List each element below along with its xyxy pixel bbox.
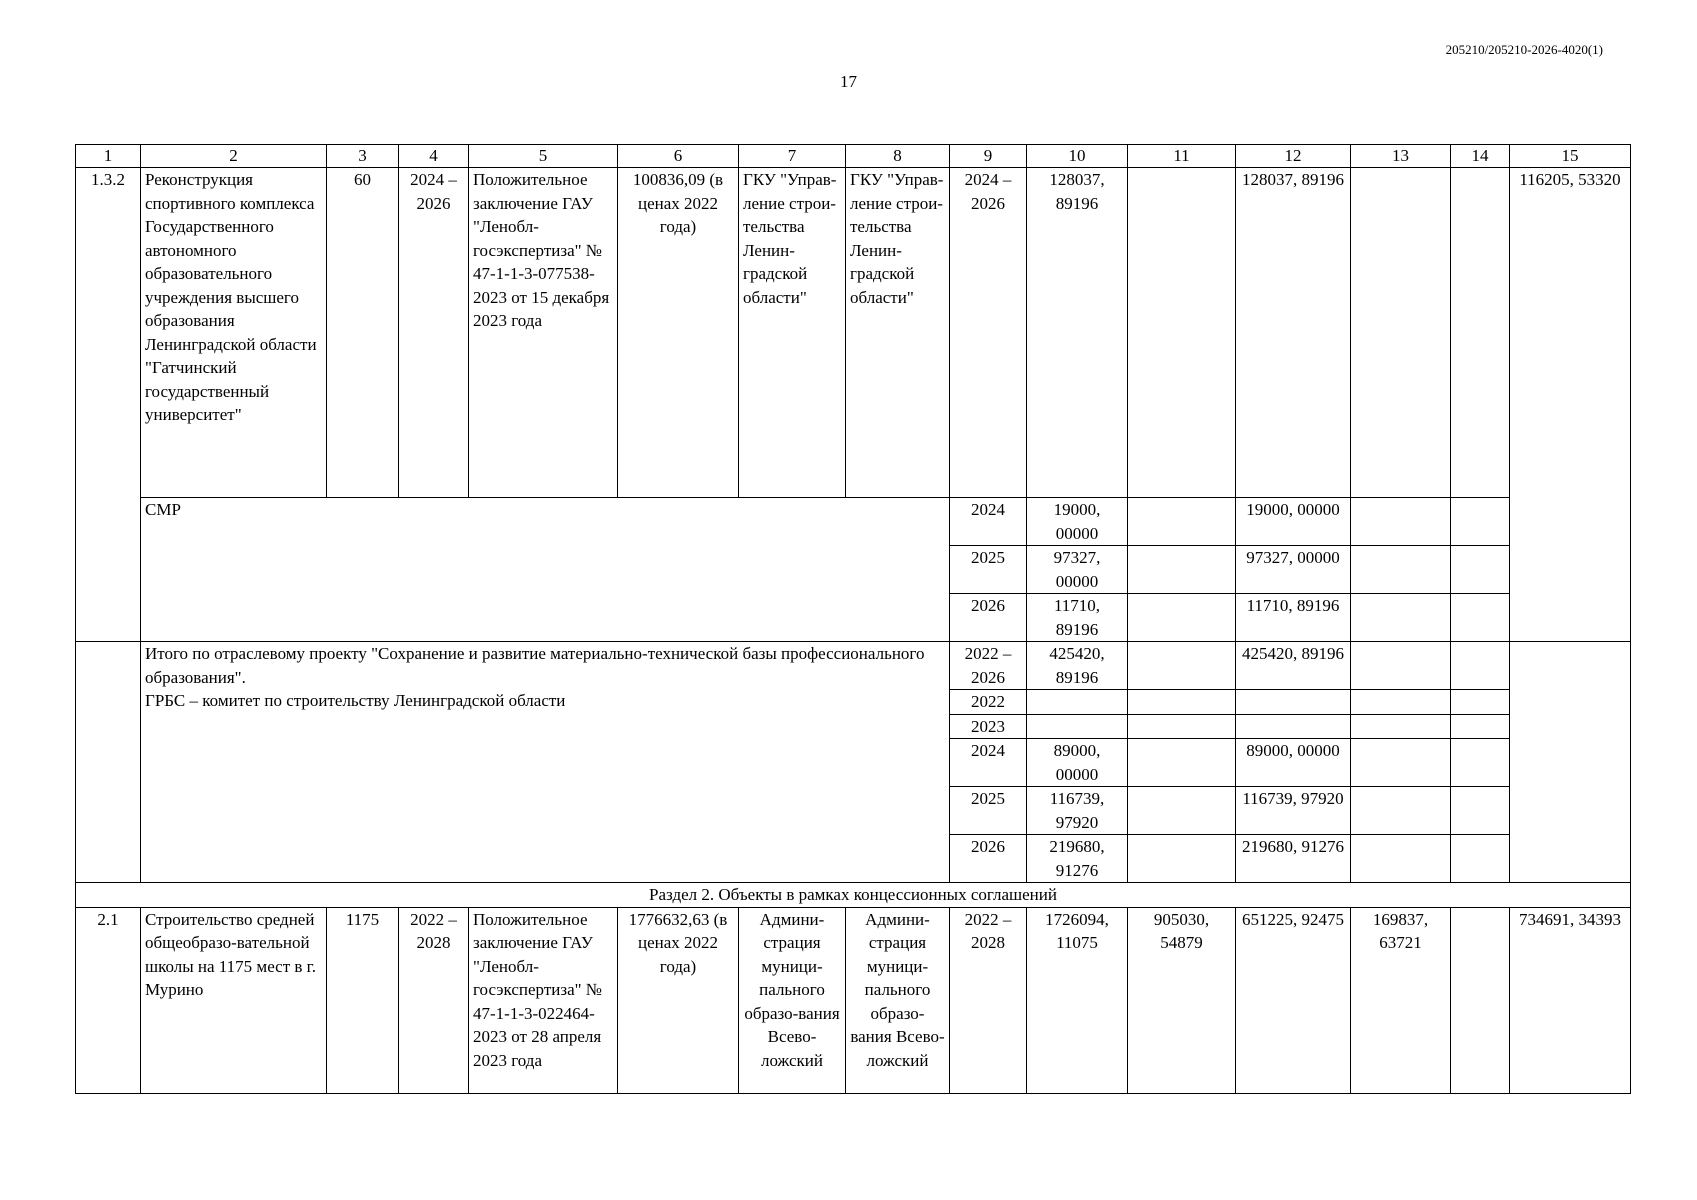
subtotal-grbs: ГРБС – комитет по строительству Ленинградской области (145, 691, 566, 710)
smr-c12: 97327, 00000 (1236, 546, 1351, 594)
object-c11 (1128, 168, 1236, 498)
object-c13 (1351, 168, 1451, 498)
object-years: 2022 – 2028 (399, 907, 469, 1093)
header-cell: 14 (1451, 145, 1510, 168)
object-c12: 128037, 89196 (1236, 168, 1351, 498)
header-cell: 6 (618, 145, 739, 168)
subtotal-c14 (1451, 739, 1510, 787)
object-expertise: Положительное заключение ГАУ "Ленобл-госэкспертиза" № 47-1-1-3-077538-2023 от 15 декабря 2023 года (469, 168, 618, 498)
header-cell: 12 (1236, 145, 1351, 168)
object-name: Строительство средней общеобразо-вательной школы на 1175 мест в г. Мурино (141, 907, 327, 1093)
subtotal-c14 (1451, 787, 1510, 835)
object-c12: 651225, 92475 (1236, 907, 1351, 1093)
subtotal-c13 (1351, 690, 1451, 715)
subtotal-total: 425420, 89196 (1027, 642, 1128, 690)
object-builder: ГКУ "Управ-ление строи-тельства Ленин-градской области" (846, 168, 950, 498)
object-capacity: 60 (327, 168, 399, 498)
subtotal-c13 (1351, 739, 1451, 787)
smr-c13 (1351, 594, 1451, 642)
column-number-row (76, 145, 1631, 168)
subtotal-number (76, 642, 141, 883)
header-cell: 3 (327, 145, 399, 168)
header-cell: 10 (1027, 145, 1128, 168)
object-c13: 169837, 63721 (1351, 907, 1451, 1093)
header-cell: 13 (1351, 145, 1451, 168)
subtotal-c14 (1451, 690, 1510, 715)
object-c15: 734691, 34393 (1510, 907, 1631, 1093)
object-c14 (1451, 907, 1510, 1093)
smr-label: СМР (141, 498, 950, 642)
smr-c13 (1351, 498, 1451, 546)
smr-c11 (1128, 498, 1236, 546)
subtotal-c11 (1128, 835, 1236, 883)
subtotal-year: 2023 (950, 714, 1027, 739)
subtotal-year: 2025 (950, 787, 1027, 835)
object-c15: 116205, 53320 (1510, 168, 1631, 642)
subtotal-total: 116739, 97920 (1027, 787, 1128, 835)
smr-year: 2026 (950, 594, 1027, 642)
smr-year: 2025 (950, 546, 1027, 594)
object-builder: Админи-страция муници-пального образо-вания Всево-ложский (846, 907, 950, 1093)
header-cell: 4 (399, 145, 469, 168)
smr-c14 (1451, 594, 1510, 642)
object-number-continuation (76, 546, 141, 594)
subtotal-c12: 89000, 00000 (1236, 739, 1351, 787)
subtotal-c14 (1451, 642, 1510, 690)
object-total: 1726094, 11075 (1027, 907, 1128, 1093)
subtotal-c13 (1351, 642, 1451, 690)
subtotal-c12: 116739, 97920 (1236, 787, 1351, 835)
subtotal-c13 (1351, 835, 1451, 883)
object-cost: 1776632,63 (в ценах 2022 года) (618, 907, 739, 1093)
section-title: Раздел 2. Объекты в рамках концессионных соглашений (76, 883, 1631, 908)
object-cost: 100836,09 (в ценах 2022 года) (618, 168, 739, 498)
object-c14 (1451, 168, 1510, 498)
object-number: 2.1 (76, 907, 141, 1093)
smr-total: 11710, 89196 (1027, 594, 1128, 642)
subtotal-c12 (1236, 714, 1351, 739)
smr-c11 (1128, 594, 1236, 642)
table-row (76, 642, 1631, 690)
subtotal-c11 (1128, 642, 1236, 690)
object-period: 2022 – 2028 (950, 907, 1027, 1093)
subtotal-year: 2026 (950, 835, 1027, 883)
subtotal-total: 219680, 91276 (1027, 835, 1128, 883)
subtotal-c12 (1236, 690, 1351, 715)
object-total: 128037, 89196 (1027, 168, 1128, 498)
smr-c14 (1451, 498, 1510, 546)
smr-total: 19000, 00000 (1027, 498, 1128, 546)
object-customer: ГКУ "Управ-ление строи-тельства Ленин-градской области" (739, 168, 846, 498)
smr-c14 (1451, 546, 1510, 594)
object-number-continuation (76, 594, 141, 642)
subtotal-title: Итого по отраслевому проекту "Сохранение и развитие материально-технической базы профессионального образования". (145, 644, 925, 687)
subtotal-c11 (1128, 714, 1236, 739)
subtotal-c11 (1128, 739, 1236, 787)
subtotal-year: 2022 (950, 690, 1027, 715)
subtotal-total: 89000, 00000 (1027, 739, 1128, 787)
object-period: 2024 – 2026 (950, 168, 1027, 498)
table-row (76, 907, 1631, 1093)
document-id: 205210/205210-2026-4020(1) (1445, 42, 1603, 57)
header-cell: 5 (469, 145, 618, 168)
header-cell: 2 (141, 145, 327, 168)
subtotal-c15 (1510, 642, 1631, 883)
header-cell: 7 (739, 145, 846, 168)
subtotal-c14 (1451, 714, 1510, 739)
subtotal-c12: 425420, 89196 (1236, 642, 1351, 690)
smr-year: 2024 (950, 498, 1027, 546)
subtotal-c11 (1128, 787, 1236, 835)
subtotal-c13 (1351, 787, 1451, 835)
header-cell: 11 (1128, 145, 1236, 168)
object-number: 1.3.2 (76, 168, 141, 498)
object-expertise: Положительное заключение ГАУ "Ленобл-госэкспертиза" № 47-1-1-3-022464-2023 от 28 апреля 2023 года (469, 907, 618, 1093)
subtotal-description (141, 642, 950, 883)
header-cell: 9 (950, 145, 1027, 168)
table-row (76, 498, 1631, 546)
object-capacity: 1175 (327, 907, 399, 1093)
subtotal-c14 (1451, 835, 1510, 883)
smr-c12: 19000, 00000 (1236, 498, 1351, 546)
section-row (76, 883, 1631, 908)
smr-c11 (1128, 546, 1236, 594)
subtotal-total (1027, 690, 1128, 715)
subtotal-year: 2022 – 2026 (950, 642, 1027, 690)
object-years: 2024 – 2026 (399, 168, 469, 498)
table-row (76, 168, 1631, 498)
object-customer: Админи-страция муници-пального образо-вания Всево-ложский (739, 907, 846, 1093)
investment-objects-table (75, 144, 1631, 1094)
smr-total: 97327, 00000 (1027, 546, 1128, 594)
subtotal-year: 2024 (950, 739, 1027, 787)
page-number: 17 (840, 72, 857, 91)
header-cell: 15 (1510, 145, 1631, 168)
object-c11: 905030, 54879 (1128, 907, 1236, 1093)
smr-c12: 11710, 89196 (1236, 594, 1351, 642)
object-number-continuation (76, 498, 141, 546)
subtotal-c13 (1351, 714, 1451, 739)
header-cell: 1 (76, 145, 141, 168)
subtotal-c11 (1128, 690, 1236, 715)
subtotal-c12: 219680, 91276 (1236, 835, 1351, 883)
header-cell: 8 (846, 145, 950, 168)
smr-c13 (1351, 546, 1451, 594)
subtotal-total (1027, 714, 1128, 739)
object-name: Реконструкция спортивного комплекса Государственного автономного образовательного учреждения высшего образования Ленинградской области "Гатчинский государственный университет" (141, 168, 327, 498)
